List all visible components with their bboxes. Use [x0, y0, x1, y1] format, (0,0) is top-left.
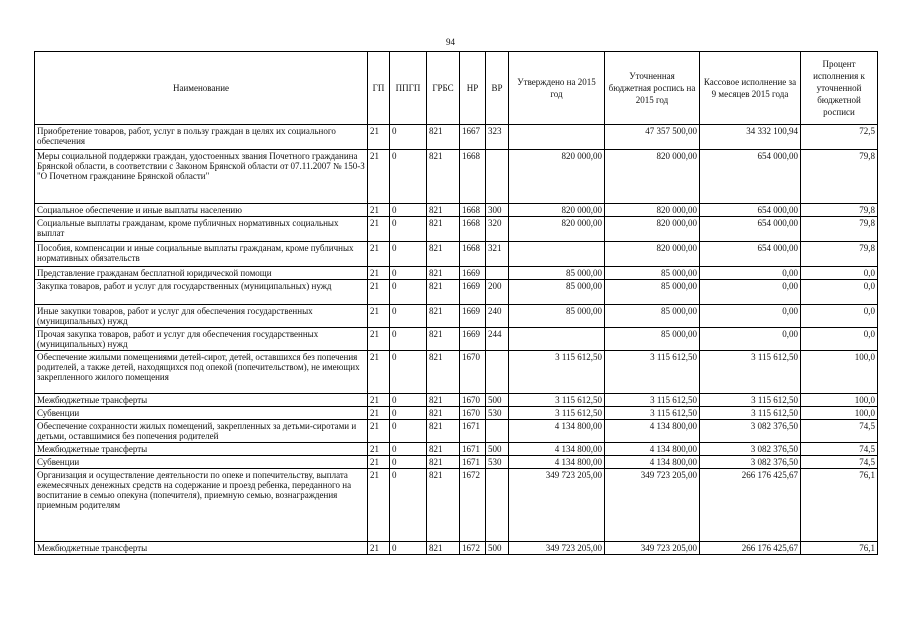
cell-gp: 21	[368, 407, 390, 420]
cell-revised: 820 000,00	[605, 204, 700, 217]
cell-vr: 530	[486, 407, 509, 420]
header-pgp: ППГП	[390, 52, 427, 125]
cell-grbs: 821	[427, 542, 460, 555]
cell-revised: 85 000,00	[605, 280, 700, 305]
cell-pgp: 0	[390, 351, 427, 394]
cell-approved: 3 115 612,50	[509, 407, 605, 420]
cell-name: Приобретение товаров, работ, услуг в пользу граждан в целях их социального обеспечения	[35, 125, 368, 150]
cell-np: 1667	[460, 125, 486, 150]
cell-percent: 79,8	[801, 217, 878, 242]
cell-grbs: 821	[427, 280, 460, 305]
cell-name: Закупка товаров, работ и услуг для государственных (муниципальных) нужд	[35, 280, 368, 305]
cell-gp: 21	[368, 280, 390, 305]
cell-pgp: 0	[390, 204, 427, 217]
cell-revised: 4 134 800,00	[605, 420, 700, 443]
cell-np: 1668	[460, 217, 486, 242]
header-approved: Утверждено на 2015 год	[509, 52, 605, 125]
cell-vr: 323	[486, 125, 509, 150]
cell-name: Межбюджетные трансферты	[35, 443, 368, 456]
cell-revised: 85 000,00	[605, 305, 700, 328]
cell-gp: 21	[368, 328, 390, 351]
cell-grbs: 821	[427, 456, 460, 469]
cell-percent: 0,0	[801, 305, 878, 328]
cell-vr: 500	[486, 394, 509, 407]
cell-gp: 21	[368, 150, 390, 204]
table-row	[35, 305, 878, 328]
cell-revised: 4 134 800,00	[605, 443, 700, 456]
table-row	[35, 420, 878, 443]
cell-percent: 100,0	[801, 407, 878, 420]
cell-name: Пособия, компенсации и иные социальные выплаты гражданам, кроме публичных нормативных обязательств	[35, 242, 368, 267]
cell-name: Социальное обеспечение и иные выплаты населению	[35, 204, 368, 217]
cell-vr: 200	[486, 280, 509, 305]
cell-grbs: 821	[427, 217, 460, 242]
cell-vr	[486, 150, 509, 204]
cell-name: Субвенции	[35, 407, 368, 420]
header-np: НР	[460, 52, 486, 125]
cell-vr	[486, 420, 509, 443]
cell-gp: 21	[368, 267, 390, 280]
table-row	[35, 469, 878, 542]
cell-gp: 21	[368, 125, 390, 150]
cell-vr: 240	[486, 305, 509, 328]
cell-percent: 74,5	[801, 456, 878, 469]
cell-name: Меры социальной поддержки граждан, удостоенных звания Почетного гражданина Брянской области, в соответствии с Законом Брянской области от 07.11.2007 № 150-З "О Почетном гражданине Брянской области"	[35, 150, 368, 204]
cell-revised: 3 115 612,50	[605, 407, 700, 420]
cell-percent: 100,0	[801, 394, 878, 407]
cell-np: 1669	[460, 267, 486, 280]
cell-grbs: 821	[427, 267, 460, 280]
cell-cash: 3 115 612,50	[700, 407, 801, 420]
cell-approved: 4 134 800,00	[509, 420, 605, 443]
table-row	[35, 443, 878, 456]
cell-cash: 0,00	[700, 328, 801, 351]
cell-grbs: 821	[427, 407, 460, 420]
cell-vr: 321	[486, 242, 509, 267]
cell-revised: 820 000,00	[605, 242, 700, 267]
cell-percent: 79,8	[801, 150, 878, 204]
budget-table	[34, 51, 878, 555]
table-row	[35, 542, 878, 555]
cell-cash: 266 176 425,67	[700, 542, 801, 555]
cell-approved: 820 000,00	[509, 217, 605, 242]
cell-name: Иные закупки товаров, работ и услуг для обеспечения государственных (муниципальных) нужд	[35, 305, 368, 328]
header-grbs: ГРБС	[427, 52, 460, 125]
cell-cash: 3 082 376,50	[700, 456, 801, 469]
cell-percent: 76,1	[801, 469, 878, 542]
cell-cash: 266 176 425,67	[700, 469, 801, 542]
cell-pgp: 0	[390, 420, 427, 443]
cell-gp: 21	[368, 443, 390, 456]
cell-gp: 21	[368, 394, 390, 407]
cell-grbs: 821	[427, 125, 460, 150]
cell-revised: 4 134 800,00	[605, 456, 700, 469]
cell-approved: 85 000,00	[509, 305, 605, 328]
table-row	[35, 394, 878, 407]
header-revised: Уточненная бюджетная роспись на 2015 год	[605, 52, 700, 125]
cell-np: 1668	[460, 242, 486, 267]
table-row	[35, 204, 878, 217]
cell-cash: 0,00	[700, 305, 801, 328]
cell-vr	[486, 267, 509, 280]
cell-np: 1672	[460, 542, 486, 555]
cell-vr	[486, 351, 509, 394]
cell-approved: 4 134 800,00	[509, 456, 605, 469]
cell-revised: 820 000,00	[605, 217, 700, 242]
cell-revised: 47 357 500,00	[605, 125, 700, 150]
cell-revised: 349 723 205,00	[605, 469, 700, 542]
cell-np: 1671	[460, 443, 486, 456]
cell-percent: 79,8	[801, 242, 878, 267]
cell-np: 1668	[460, 204, 486, 217]
header-name: Наименование	[35, 52, 368, 125]
cell-approved: 3 115 612,50	[509, 394, 605, 407]
cell-grbs: 821	[427, 420, 460, 443]
table-row	[35, 351, 878, 394]
cell-np: 1672	[460, 469, 486, 542]
cell-cash: 654 000,00	[700, 204, 801, 217]
cell-percent: 0,0	[801, 267, 878, 280]
cell-gp: 21	[368, 420, 390, 443]
cell-pgp: 0	[390, 242, 427, 267]
cell-percent: 0,0	[801, 328, 878, 351]
table-row	[35, 242, 878, 267]
cell-np: 1671	[460, 420, 486, 443]
cell-pgp: 0	[390, 125, 427, 150]
cell-name: Прочая закупка товаров, работ и услуг для обеспечения государственных (муниципальных) нужд	[35, 328, 368, 351]
cell-pgp: 0	[390, 469, 427, 542]
cell-percent: 0,0	[801, 280, 878, 305]
cell-approved: 349 723 205,00	[509, 542, 605, 555]
cell-grbs: 821	[427, 328, 460, 351]
cell-cash: 34 332 100,94	[700, 125, 801, 150]
cell-approved: 820 000,00	[509, 150, 605, 204]
cell-gp: 21	[368, 242, 390, 267]
cell-vr: 300	[486, 204, 509, 217]
cell-grbs: 821	[427, 394, 460, 407]
header-cash: Кассовое исполнение за 9 месяцев 2015 года	[700, 52, 801, 125]
cell-pgp: 0	[390, 328, 427, 351]
cell-approved: 4 134 800,00	[509, 443, 605, 456]
cell-gp: 21	[368, 351, 390, 394]
cell-np: 1670	[460, 351, 486, 394]
cell-pgp: 0	[390, 394, 427, 407]
cell-revised: 3 115 612,50	[605, 351, 700, 394]
cell-approved: 85 000,00	[509, 267, 605, 280]
cell-cash: 3 082 376,50	[700, 443, 801, 456]
cell-name: Межбюджетные трансферты	[35, 542, 368, 555]
cell-cash: 654 000,00	[700, 150, 801, 204]
cell-name: Обеспечение сохранности жилых помещений, закрепленных за детьми-сиротами и детьми, оставшимися без попечения родителей	[35, 420, 368, 443]
cell-revised: 820 000,00	[605, 150, 700, 204]
cell-vr: 244	[486, 328, 509, 351]
cell-grbs: 821	[427, 305, 460, 328]
table-row	[35, 217, 878, 242]
cell-percent: 74,5	[801, 443, 878, 456]
cell-gp: 21	[368, 542, 390, 555]
cell-revised: 85 000,00	[605, 267, 700, 280]
table-row	[35, 456, 878, 469]
cell-name: Представление гражданам бесплатной юридической помощи	[35, 267, 368, 280]
cell-percent: 100,0	[801, 351, 878, 394]
cell-gp: 21	[368, 305, 390, 328]
cell-pgp: 0	[390, 280, 427, 305]
cell-np: 1669	[460, 280, 486, 305]
cell-np: 1668	[460, 150, 486, 204]
cell-approved: 3 115 612,50	[509, 351, 605, 394]
cell-name: Организация и осуществление деятельности по опеке и попечительству, выплата ежемесячных денежных средств на содержание и проезд ребенка, переданного на воспитание в семью опекуна (попечителя), приемную семью, вознаграждения приемным родителям	[35, 469, 368, 542]
cell-approved	[509, 242, 605, 267]
cell-grbs: 821	[427, 443, 460, 456]
cell-np: 1669	[460, 328, 486, 351]
cell-revised: 349 723 205,00	[605, 542, 700, 555]
header-percent: Процент исполнения к уточненной бюджетной росписи	[801, 52, 878, 125]
cell-cash: 3 115 612,50	[700, 351, 801, 394]
cell-cash: 0,00	[700, 280, 801, 305]
cell-cash: 3 115 612,50	[700, 394, 801, 407]
cell-approved	[509, 328, 605, 351]
cell-grbs: 821	[427, 242, 460, 267]
cell-percent: 76,1	[801, 542, 878, 555]
table-row	[35, 267, 878, 280]
cell-gp: 21	[368, 456, 390, 469]
cell-name: Субвенции	[35, 456, 368, 469]
cell-np: 1671	[460, 456, 486, 469]
cell-grbs: 821	[427, 469, 460, 542]
header-vr: ВР	[486, 52, 509, 125]
table-header-row	[35, 52, 878, 125]
cell-vr: 530	[486, 456, 509, 469]
cell-pgp: 0	[390, 305, 427, 328]
cell-name: Обеспечение жилыми помещениями детей-сирот, детей, оставшихся без попечения родителей, а также детей, находящихся под опекой (попечительством), не имеющих закрепленного жилого помещения	[35, 351, 368, 394]
cell-gp: 21	[368, 204, 390, 217]
cell-vr: 500	[486, 443, 509, 456]
table-row	[35, 407, 878, 420]
cell-cash: 654 000,00	[700, 217, 801, 242]
cell-cash: 0,00	[700, 267, 801, 280]
cell-name: Социальные выплаты гражданам, кроме публичных нормативных социальных выплат	[35, 217, 368, 242]
table-row	[35, 328, 878, 351]
cell-approved	[509, 125, 605, 150]
cell-gp: 21	[368, 217, 390, 242]
cell-approved: 85 000,00	[509, 280, 605, 305]
header-gp: ГП	[368, 52, 390, 125]
cell-pgp: 0	[390, 407, 427, 420]
cell-approved: 349 723 205,00	[509, 469, 605, 542]
cell-cash: 654 000,00	[700, 242, 801, 267]
cell-approved: 820 000,00	[509, 204, 605, 217]
cell-pgp: 0	[390, 267, 427, 280]
cell-percent: 74,5	[801, 420, 878, 443]
cell-vr: 320	[486, 217, 509, 242]
cell-np: 1670	[460, 394, 486, 407]
table-row	[35, 150, 878, 204]
cell-revised: 3 115 612,50	[605, 394, 700, 407]
page-number: 94	[446, 37, 455, 47]
cell-name: Межбюджетные трансферты	[35, 394, 368, 407]
cell-gp: 21	[368, 469, 390, 542]
cell-pgp: 0	[390, 456, 427, 469]
cell-np: 1669	[460, 305, 486, 328]
cell-percent: 72,5	[801, 125, 878, 150]
cell-pgp: 0	[390, 150, 427, 204]
cell-vr	[486, 469, 509, 542]
table-row	[35, 280, 878, 305]
cell-revised: 85 000,00	[605, 328, 700, 351]
cell-pgp: 0	[390, 542, 427, 555]
cell-cash: 3 082 376,50	[700, 420, 801, 443]
cell-grbs: 821	[427, 204, 460, 217]
cell-vr: 500	[486, 542, 509, 555]
cell-percent: 79,8	[801, 204, 878, 217]
table-row	[35, 125, 878, 150]
cell-grbs: 821	[427, 150, 460, 204]
cell-grbs: 821	[427, 351, 460, 394]
cell-pgp: 0	[390, 217, 427, 242]
cell-pgp: 0	[390, 443, 427, 456]
cell-np: 1670	[460, 407, 486, 420]
